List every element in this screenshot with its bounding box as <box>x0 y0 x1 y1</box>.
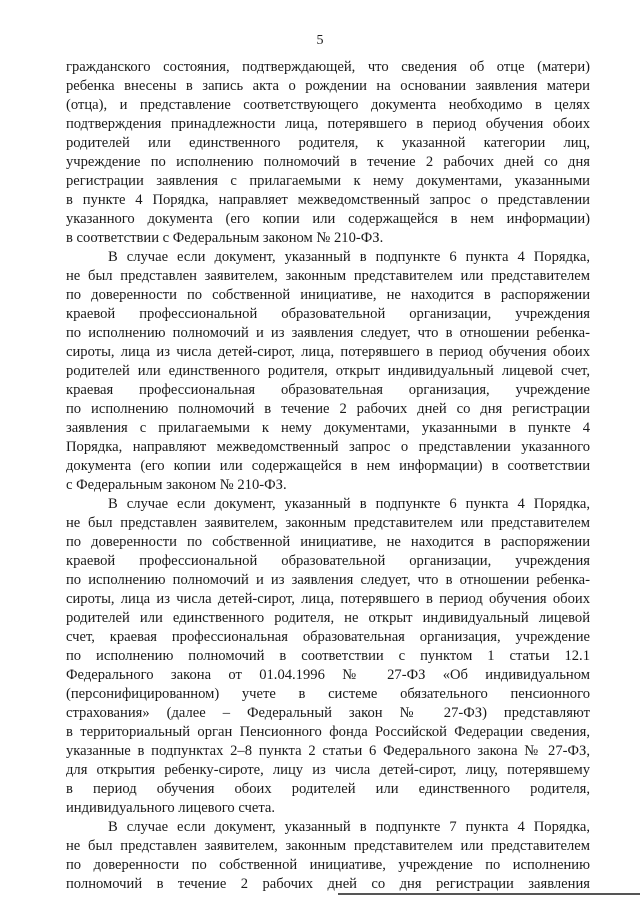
text-line: В случае если документ, указанный в подпункте 6 пункта 4 Порядка, <box>108 496 590 512</box>
text-line: в пункте 4 Порядка, направляет межведомственный запрос о представлении <box>66 192 590 208</box>
text-line: с Федеральным законом № 210-ФЗ. <box>66 477 287 493</box>
text-line: по исполнению полномочий и из заявления следует, что в отношении ребенка- <box>66 572 590 588</box>
text-line: по доверенности по собственной инициативе, не находится в распоряжении <box>66 534 590 550</box>
text-line: не был представлен заявителем, законным представителем или представителем <box>66 268 590 284</box>
text-line: Федерального закона от 01.04.1996 № 27-ФЗ «Об индивидуальном <box>66 667 590 683</box>
text-line: не был представлен заявителем, законным представителем или представителем <box>66 515 590 531</box>
text-line: по доверенности по собственной инициативе, не находится в распоряжении <box>66 287 590 303</box>
page-edge-line <box>338 893 640 895</box>
text-line: подтверждения принадлежности лица, потерявшего в период обучения обоих <box>66 116 590 132</box>
text-line: (персонифицированном) учете в системе обязательного пенсионного <box>66 686 590 702</box>
text-line: в территориальный орган Пенсионного фонда Российской Федерации сведения, <box>66 724 590 740</box>
text-line: индивидуального лицевого счета. <box>66 800 276 816</box>
text-line: по исполнению полномочий в течение 2 рабочих дней со дня регистрации <box>66 401 590 417</box>
document-body <box>66 58 590 894</box>
text-line: (отца), и представление соответствующего документа необходимо в целях <box>66 97 590 113</box>
text-line: родителей или единственного родителя, открыт индивидуальный лицевой счет, <box>66 363 590 379</box>
page-number: 5 <box>316 33 324 48</box>
text-line: краевая профессиональная образовательная организация, учреждение <box>66 382 590 398</box>
text-line: по исполнению полномочий и из заявления следует, что в отношении ребенка- <box>66 325 590 341</box>
text-line: для открытия ребенку-сироте, лицу из числа детей-сирот, лицу, потерявшему <box>66 762 590 778</box>
text-line: документа (его копии или содержащейся в нем информации) в соответствии <box>66 458 590 474</box>
text-line: ребенка внесены в запись акта о рождении на основании заявления матери <box>66 78 590 94</box>
text-line: родителей или единственного родителя, не открыт индивидуальный лицевой <box>66 610 590 626</box>
text-line: в соответствии с Федеральным законом № 210-ФЗ. <box>66 230 384 246</box>
text-line: по доверенности по собственной инициативе, учреждение по исполнению <box>66 857 590 873</box>
text-line: по исполнению полномочий в соответствии с пунктом 1 статьи 12.1 <box>66 648 590 664</box>
text-line: учреждение по исполнению полномочий в течение 2 рабочих дней со дня <box>66 154 590 170</box>
text-line: счет, краевая профессиональная образовательная организация, учреждение <box>66 629 590 645</box>
text-line: заявления с прилагаемыми к нему документами, указанными в пункте 4 <box>66 420 590 436</box>
text-line: сироты, лица из числа детей-сирот, лица, потерявшего в период обучения обоих <box>66 344 590 360</box>
text-line: указанные в подпунктах 2–8 пункта 2 статьи 6 Федерального закона № 27-ФЗ, <box>66 743 590 759</box>
text-line: страхования» (далее – Федеральный закон № 27-ФЗ) представляют <box>66 705 590 721</box>
text-line: родителей или единственного родителя, к указанной категории лиц, <box>66 135 590 151</box>
text-line: краевой профессиональной образовательной организации, учреждения <box>66 306 590 322</box>
text-line: регистрации заявления с прилагаемыми к нему документами, указанными <box>66 173 590 189</box>
text-line: не был представлен заявителем, законным представителем или представителем <box>66 838 590 854</box>
text-line: Порядка, направляют межведомственный запрос о представлении указанного <box>66 439 590 455</box>
text-line: гражданского состояния, подтверждающей, что сведения об отце (матери) <box>66 59 590 75</box>
text-line: указанного документа (его копии или содержащейся в нем информации) <box>66 211 590 227</box>
text-line: В случае если документ, указанный в подпункте 6 пункта 4 Порядка, <box>108 249 590 265</box>
text-line: полномочий в течение 2 рабочих дней со дня регистрации заявления <box>66 876 590 892</box>
text-line: сироты, лица из числа детей-сирот, лица, потерявшего в период обучения обоих <box>66 591 590 607</box>
text-line: в период обучения обоих родителей или единственного родителя, <box>66 781 590 797</box>
text-line: краевой профессиональной образовательной организации, учреждения <box>66 553 590 569</box>
text-line: В случае если документ, указанный в подпункте 7 пункта 4 Порядка, <box>108 819 590 835</box>
